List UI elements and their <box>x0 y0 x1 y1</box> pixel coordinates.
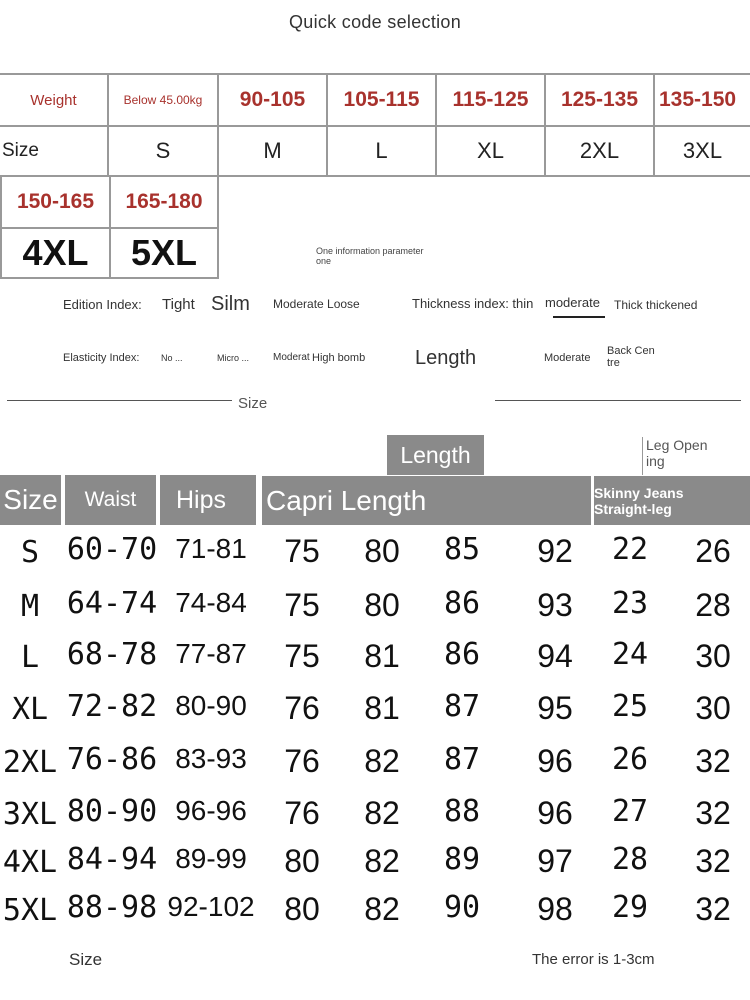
cell-hips: 83-93 <box>175 743 247 774</box>
size-value: 4XL <box>22 232 89 273</box>
cell-hips: 92-102 <box>167 891 255 922</box>
cell-size: M <box>20 589 40 624</box>
size-cell <box>107 125 219 177</box>
cell-capri-1: 75 <box>284 533 320 569</box>
cell-size: 3XL <box>2 797 58 832</box>
leg-opening-line: ing <box>646 453 665 469</box>
thickness-option: moderate <box>545 295 600 310</box>
cell-capri-2: 80 <box>364 533 400 569</box>
divider-left <box>7 400 232 401</box>
length-tab <box>387 435 484 475</box>
back-centre-line: tre <box>607 357 620 369</box>
footer-size-label: Size <box>69 950 103 969</box>
edition-option: Tight <box>162 296 195 313</box>
cell-size: 4XL <box>2 845 58 880</box>
cell-capri-3: 86 <box>443 637 481 672</box>
size-value: L <box>375 138 388 163</box>
cell-capri-4: 94 <box>537 638 573 674</box>
cell-capri-4: 93 <box>537 587 573 623</box>
header-size-label: Size <box>3 484 58 515</box>
weight-value: 105-115 <box>343 88 420 111</box>
cell-capri-3: 85 <box>443 532 481 567</box>
cell-capri-4: 97 <box>537 843 573 879</box>
cell-capri-2: 81 <box>364 638 400 674</box>
info-note-line: One information parameter <box>316 246 424 256</box>
elasticity-option: No ... <box>161 353 183 363</box>
cell-capri-2: 82 <box>364 843 400 879</box>
size-cell <box>435 125 546 177</box>
selected-underline <box>553 316 605 318</box>
cell-waist: 76-86 <box>66 742 158 777</box>
cell-capri-2: 80 <box>364 587 400 623</box>
info-note <box>316 246 424 266</box>
cell-leg-1: 24 <box>611 637 649 672</box>
cell-capri-3: 86 <box>443 586 481 621</box>
size-cell <box>217 125 328 177</box>
cell-waist: 60-70 <box>66 532 158 567</box>
cell-leg-1: 22 <box>611 532 649 567</box>
cell-waist: 68-78 <box>66 637 158 672</box>
cell-capri-1: 75 <box>284 638 320 674</box>
thickness-option: Thick thickened <box>614 298 698 312</box>
size-cell <box>109 227 219 279</box>
weight-cell <box>326 73 437 127</box>
cell-capri-4: 96 <box>537 743 573 779</box>
size-cell <box>653 125 750 177</box>
size-value: 3XL <box>682 138 723 163</box>
size-cell <box>544 125 655 177</box>
cell-capri-1: 76 <box>284 795 320 831</box>
cell-waist: 88-98 <box>66 890 158 925</box>
size-label-cell <box>0 125 109 177</box>
cell-capri-3: 90 <box>443 890 481 925</box>
cell-capri-4: 98 <box>537 891 573 927</box>
size-value: 5XL <box>130 232 198 273</box>
footer-error-note: The error is 1-3cm <box>532 951 655 968</box>
elasticity-label: Elasticity Index: <box>63 352 140 364</box>
header-skinny-label: Skinny Jeans <box>594 484 684 501</box>
cell-leg-2: 32 <box>695 795 731 831</box>
cell-waist: 84-94 <box>66 842 158 877</box>
cell-leg-1: 27 <box>611 794 649 829</box>
back-centre-line: Back Cen <box>607 345 655 357</box>
divider-label: Size <box>238 395 268 412</box>
cell-size: 2XL <box>2 745 58 780</box>
cell-capri-4: 92 <box>537 533 573 569</box>
cell-hips: 77-87 <box>175 638 247 669</box>
cell-capri-3: 88 <box>443 794 481 829</box>
header-leg-opening <box>594 476 750 525</box>
cell-leg-1: 25 <box>611 689 649 724</box>
info-note-line: one <box>316 256 332 266</box>
leg-opening-line: Leg Open <box>646 437 708 453</box>
elasticity-option: Micro ... <box>217 353 250 363</box>
weight-value: 90-105 <box>239 88 306 111</box>
weight-cell <box>107 73 219 127</box>
weight-cell <box>544 73 655 127</box>
cell-capri-3: 87 <box>443 689 481 724</box>
size-value: S <box>155 138 171 163</box>
cell-waist: 72-82 <box>66 689 158 724</box>
weight-cell <box>109 175 219 229</box>
cell-capri-2: 82 <box>364 743 400 779</box>
cell-leg-1: 28 <box>611 842 649 877</box>
cell-capri-2: 82 <box>364 795 400 831</box>
edition-option: Moderate Loose <box>273 297 360 311</box>
size-value: M <box>263 138 282 163</box>
cell-capri-1: 76 <box>284 743 320 779</box>
length-tab-label: Length <box>400 441 471 468</box>
cell-hips: 74-84 <box>175 587 247 618</box>
cell-hips: 80-90 <box>175 690 247 721</box>
cell-hips: 96-96 <box>175 795 247 826</box>
weight-label-cell <box>0 73 109 127</box>
cell-capri-1: 80 <box>284 891 320 927</box>
weight-value: 150-165 <box>16 190 95 213</box>
cell-leg-1: 26 <box>611 742 649 777</box>
cell-leg-2: 32 <box>695 743 731 779</box>
cell-capri-1: 76 <box>284 690 320 726</box>
cell-leg-1: 29 <box>611 890 649 925</box>
cell-leg-2: 32 <box>695 843 731 879</box>
divider-right <box>495 400 741 401</box>
header-straight-label: Straight-leg <box>594 500 672 517</box>
thickness-label: Thickness index: thin <box>412 296 534 311</box>
weight-value: 135-150 <box>659 88 737 111</box>
weight-value: 115-125 <box>452 88 529 111</box>
cell-size: S <box>20 535 40 570</box>
length-label: Length <box>415 347 477 369</box>
header-capri-label: Capri Length <box>266 484 427 516</box>
weight-value: 165-180 <box>125 190 203 213</box>
size-cell <box>326 125 437 177</box>
weight-cell <box>653 73 750 127</box>
cell-capri-3: 89 <box>443 842 481 877</box>
cell-hips: 71-81 <box>175 533 247 564</box>
cell-size: L <box>20 640 40 675</box>
cell-waist: 80-90 <box>66 794 158 829</box>
page-title: Quick code selection <box>288 12 462 32</box>
cell-capri-1: 75 <box>284 587 320 623</box>
cell-capri-4: 96 <box>537 795 573 831</box>
leg-opening-label <box>646 437 708 469</box>
cell-leg-2: 30 <box>695 638 731 674</box>
header-size <box>0 475 61 525</box>
cell-size: XL <box>11 692 49 727</box>
cell-leg-2: 28 <box>695 587 731 623</box>
cell-leg-2: 26 <box>695 533 731 569</box>
header-waist-label: Waist <box>84 488 137 511</box>
cell-capri-1: 80 <box>284 843 320 879</box>
header-hips <box>160 475 256 525</box>
weight-value: Below 45.00kg <box>123 93 203 107</box>
size-label: Size <box>2 140 39 161</box>
header-waist <box>65 475 156 525</box>
edition-option: Silm <box>211 293 250 315</box>
weight-label: Weight <box>30 91 77 109</box>
edition-label: Edition Index: <box>63 297 142 312</box>
size-value: XL <box>477 138 504 163</box>
header-capri <box>262 476 591 525</box>
back-centre-label <box>607 345 655 369</box>
header-hips-label: Hips <box>176 485 227 514</box>
elasticity-option: High bomb <box>312 352 366 364</box>
cell-size: 5XL <box>2 893 58 928</box>
elasticity-option: Moderate <box>544 352 591 364</box>
elasticity-option: Moderat <box>273 352 310 363</box>
cell-waist: 64-74 <box>66 586 158 621</box>
cell-capri-4: 95 <box>537 690 573 726</box>
cell-capri-2: 82 <box>364 891 400 927</box>
weight-cell <box>435 73 546 127</box>
weight-cell <box>0 175 111 229</box>
cell-leg-2: 32 <box>695 891 731 927</box>
cell-capri-2: 81 <box>364 690 400 726</box>
size-cell <box>0 227 111 279</box>
cell-hips: 89-99 <box>175 843 247 874</box>
weight-cell <box>217 73 328 127</box>
cell-leg-1: 23 <box>611 586 649 621</box>
size-value: 2XL <box>579 138 620 163</box>
cell-capri-3: 87 <box>443 742 481 777</box>
leg-open-divider <box>642 437 643 475</box>
cell-leg-2: 30 <box>695 690 731 726</box>
weight-value: 125-135 <box>560 88 639 111</box>
